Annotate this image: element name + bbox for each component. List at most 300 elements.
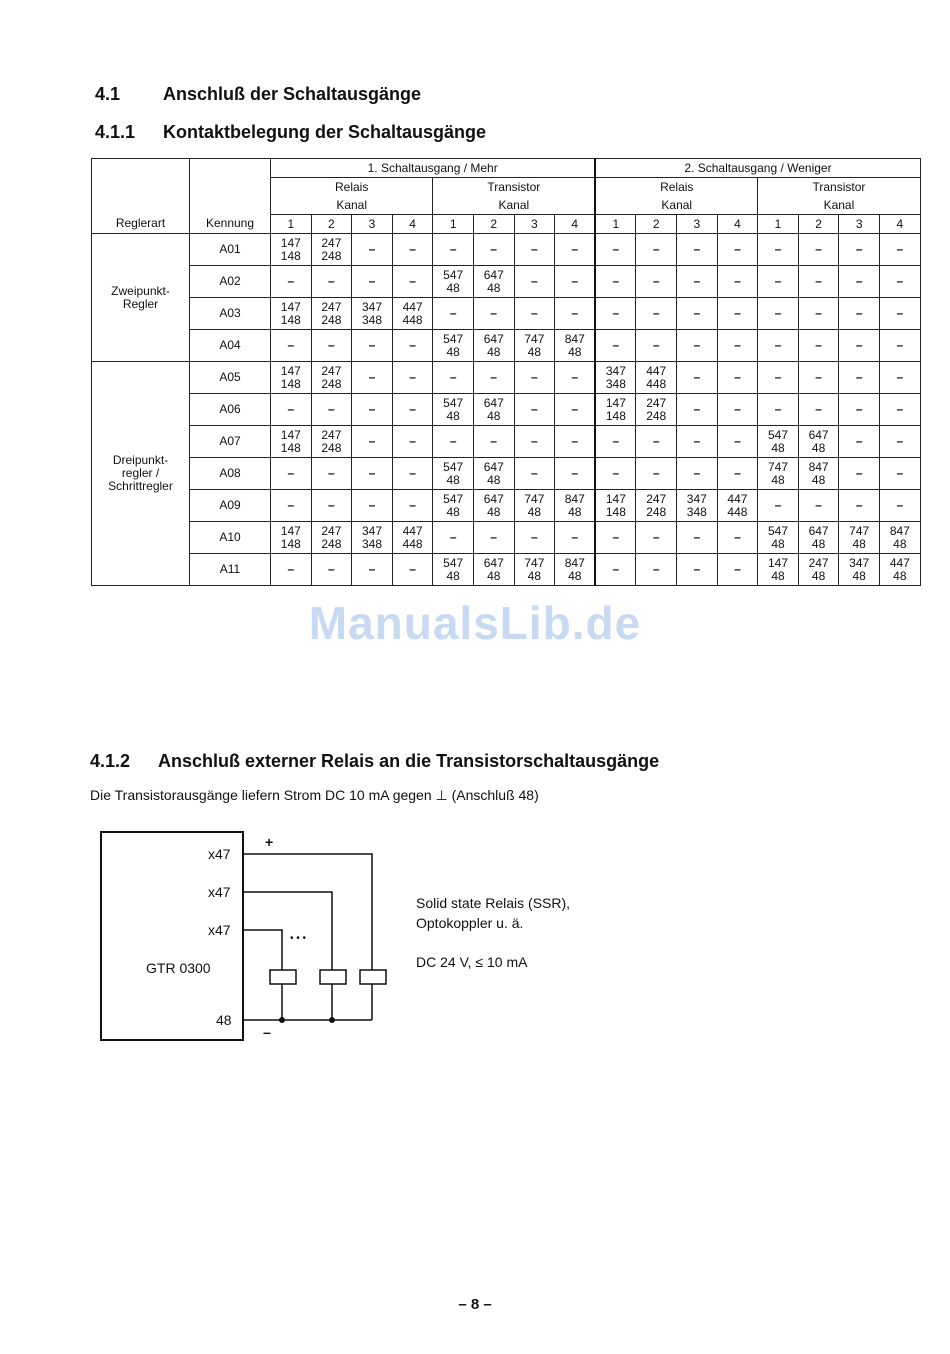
header-reglerart: Reglerart [92, 159, 190, 234]
wire-output-3 [243, 930, 282, 970]
terminal-number: 147 [280, 427, 301, 442]
section-number: 4.1 [95, 84, 121, 104]
terminal-number: 547 [443, 459, 464, 474]
regler-type-line: regler / [121, 466, 160, 480]
terminal-number: 747 [524, 491, 545, 506]
terminal-cell [839, 554, 880, 586]
terminal-cell: – [758, 394, 799, 426]
terminal-number: 547 [443, 491, 464, 506]
terminal-number: 48 [487, 280, 501, 295]
terminal-number: 148 [280, 376, 301, 391]
terminal-number: 48 [487, 504, 501, 519]
terminal-cell: – [392, 394, 433, 426]
note-optocoupler: Optokoppler u. ä. [416, 915, 524, 931]
device-label: GTR 0300 [146, 960, 211, 976]
terminal-number: 847 [564, 555, 585, 570]
terminal-cell: – [392, 362, 433, 394]
terminal-cell: – [311, 458, 352, 490]
terminal-number: 48 [568, 344, 582, 359]
terminal-number: 48 [446, 568, 460, 583]
terminal-number: 448 [402, 312, 423, 327]
terminal-cell [555, 554, 596, 586]
terminal-cell: – [595, 554, 636, 586]
terminal-cell: – [717, 298, 758, 330]
terminal-cell [473, 266, 514, 298]
regler-type-line: Schrittregler [108, 479, 173, 493]
terminal-cell [758, 554, 799, 586]
terminal-cell: – [352, 426, 393, 458]
terminal-cell: – [677, 458, 718, 490]
kennung-code: A01 [190, 234, 271, 266]
channel-number: 2 [473, 215, 514, 234]
terminal-cell: – [636, 330, 677, 362]
terminal-number: 247 [321, 235, 342, 250]
terminal-number: 48 [446, 504, 460, 519]
terminal-number: 148 [280, 312, 301, 327]
terminal-cell: – [473, 426, 514, 458]
terminal-cell: – [798, 394, 839, 426]
terminal-number: 347 [605, 363, 626, 378]
terminal-cell [514, 490, 555, 522]
terminal-number: 447 [402, 299, 423, 314]
table-row [92, 362, 921, 394]
table-row [92, 490, 921, 522]
terminal-number: 48 [811, 440, 826, 455]
terminal-cell: – [433, 298, 474, 330]
channel-number: 3 [352, 215, 393, 234]
terminal-cell: – [271, 458, 312, 490]
terminal-cell: – [352, 458, 393, 490]
terminal-cell: – [879, 266, 920, 298]
terminal-number: 247 [321, 299, 342, 314]
terminal-number: 48 [811, 472, 826, 487]
terminal-cell: – [758, 234, 799, 266]
channel-number: 4 [392, 215, 433, 234]
channel-number: 4 [717, 215, 758, 234]
terminal-cell: – [839, 266, 880, 298]
kennung-code: A02 [190, 266, 271, 298]
terminal-number: 48 [893, 568, 907, 583]
terminal-cell: – [839, 458, 880, 490]
terminal-cell: – [271, 266, 312, 298]
terminal-number: 347 [361, 299, 382, 314]
note-voltage: DC 24 V, ≤ 10 mA [416, 954, 528, 970]
relais-label-2: Relais [595, 178, 757, 197]
transistor-label-2: Transistor [758, 178, 920, 197]
plus-sign: + [265, 834, 274, 850]
terminal-cell: – [677, 298, 718, 330]
terminal-cell: – [555, 394, 596, 426]
terminal-cell: – [595, 426, 636, 458]
section-number: 4.1.1 [95, 122, 136, 142]
kennung-code: A09 [190, 490, 271, 522]
terminal-cell: – [839, 298, 880, 330]
terminal-number: 747 [524, 331, 545, 346]
terminal-cell: – [839, 394, 880, 426]
terminal-cell: – [473, 362, 514, 394]
terminal-number: 647 [483, 491, 504, 506]
terminal-cell: – [758, 490, 799, 522]
terminal-cell: – [636, 458, 677, 490]
terminal-number: 48 [771, 568, 785, 583]
section-title: Anschluß externer Relais an die Transistorschaltausgänge [158, 751, 660, 771]
section-number: 4.1.2 [90, 751, 131, 771]
terminal-number: 647 [483, 331, 504, 346]
relais-label-1: Relais [271, 178, 433, 197]
terminal-cell: – [798, 362, 839, 394]
terminal-number: 347 [361, 523, 382, 538]
terminal-cell: – [798, 298, 839, 330]
note-ssr: Solid state Relais (SSR), [416, 895, 571, 911]
terminal-number: 48 [893, 536, 907, 551]
terminal-cell [433, 554, 474, 586]
relay-coil-1 [270, 970, 296, 984]
terminal-number: 647 [808, 523, 829, 538]
terminal-cell: – [352, 330, 393, 362]
terminal-number: 447 [646, 363, 667, 378]
terminal-cell: – [677, 394, 718, 426]
terminal-number: 348 [605, 376, 626, 391]
terminal-cell: – [514, 522, 555, 554]
terminal-cell: – [758, 298, 799, 330]
terminal-number: 247 [646, 491, 667, 506]
wire-plus [243, 854, 372, 970]
terminal-cell: – [636, 266, 677, 298]
terminal-number: 147 [605, 491, 626, 506]
kennung-code: A11 [190, 554, 271, 586]
terminal-number: 247 [808, 555, 829, 570]
terminal-cell [879, 522, 920, 554]
terminal-number: 48 [446, 472, 460, 487]
terminal-cell: – [879, 426, 920, 458]
terminal-number: 148 [280, 248, 301, 263]
terminal-number: 248 [321, 312, 342, 327]
terminal-number: 48 [446, 280, 460, 295]
terminal-number: 48 [487, 472, 501, 487]
terminal-cell: – [433, 522, 474, 554]
terminal-cell: – [879, 298, 920, 330]
terminal-cell: – [677, 362, 718, 394]
header-kennung: Kennung [190, 159, 271, 234]
terminal-cell: – [677, 522, 718, 554]
terminal-cell [798, 554, 839, 586]
terminal-cell [311, 522, 352, 554]
terminal-cell [595, 394, 636, 426]
kennung-code: A08 [190, 458, 271, 490]
terminal-number: 547 [767, 427, 789, 442]
terminal-number: 48 [771, 440, 785, 455]
terminal-number: 248 [321, 376, 342, 391]
terminal-cell: – [879, 490, 920, 522]
terminal-cell [879, 554, 920, 586]
terminal-number: 48 [527, 504, 542, 519]
terminal-number: 247 [321, 427, 342, 442]
terminal-cell [555, 330, 596, 362]
table-row [92, 522, 921, 554]
terminal-number: 147 [280, 299, 301, 314]
terminal-cell: – [636, 522, 677, 554]
terminal-cell: – [271, 330, 312, 362]
terminal-cell: – [839, 234, 880, 266]
terminal-number: 48 [852, 536, 866, 551]
terminal-cell: – [758, 330, 799, 362]
channel-number: 1 [271, 215, 312, 234]
terminal-cell [595, 490, 636, 522]
terminal-number: 547 [443, 395, 464, 410]
regler-type-line: Dreipunkt- [112, 453, 169, 467]
terminal-cell [392, 522, 433, 554]
table-row [92, 330, 921, 362]
terminal-cell [636, 394, 677, 426]
terminal-cell [271, 522, 312, 554]
terminal-number: 647 [483, 555, 504, 570]
terminal-cell: – [758, 266, 799, 298]
terminal-cell [595, 362, 636, 394]
terminal-cell: – [879, 362, 920, 394]
kanal-label-4: Kanal [758, 196, 920, 215]
terminal-cell: – [717, 458, 758, 490]
terminal-cell [798, 458, 839, 490]
terminal-number: 448 [727, 504, 748, 519]
terminal-number: 847 [808, 459, 829, 474]
terminal-number: 48 [446, 408, 460, 423]
terminal-cell: – [433, 234, 474, 266]
pin-label-3: x47 [208, 922, 231, 938]
pin-label-1: x47 [208, 846, 231, 862]
pin-label-2: x47 [208, 884, 231, 900]
kennung-code: A07 [190, 426, 271, 458]
terminal-number: 347 [849, 555, 870, 570]
terminal-number: 348 [686, 504, 707, 519]
terminal-number: 48 [771, 536, 785, 551]
terminal-cell [636, 362, 677, 394]
terminal-number: 747 [524, 555, 545, 570]
terminal-number: 248 [646, 504, 667, 519]
terminal-cell [311, 234, 352, 266]
terminal-cell [798, 426, 839, 458]
terminal-cell: – [514, 298, 555, 330]
terminal-number: 847 [564, 331, 585, 346]
terminal-cell: – [636, 298, 677, 330]
terminal-cell: – [352, 266, 393, 298]
terminal-number: 48 [771, 472, 785, 487]
terminal-cell: – [473, 234, 514, 266]
channel-number: 3 [514, 215, 555, 234]
terminal-number: 48 [568, 568, 582, 583]
terminal-number: 248 [321, 536, 342, 551]
terminal-cell: – [879, 458, 920, 490]
kennung-code: A10 [190, 522, 271, 554]
terminal-cell: – [798, 234, 839, 266]
kanal-label-2: Kanal [433, 196, 595, 215]
terminal-cell [271, 234, 312, 266]
terminal-cell [473, 330, 514, 362]
terminal-cell [555, 490, 596, 522]
terminal-cell: – [555, 298, 596, 330]
terminal-cell: – [271, 490, 312, 522]
terminal-cell: – [352, 394, 393, 426]
table-row [92, 554, 921, 586]
terminal-cell: – [392, 234, 433, 266]
terminal-cell: – [514, 394, 555, 426]
terminal-cell: – [798, 490, 839, 522]
terminal-number: 448 [646, 376, 667, 391]
terminal-number: 48 [487, 344, 501, 359]
terminal-cell: – [271, 554, 312, 586]
terminal-number: 48 [811, 536, 826, 551]
terminal-cell [717, 490, 758, 522]
kennung-code: A05 [190, 362, 271, 394]
terminal-cell [433, 330, 474, 362]
terminal-cell: – [879, 330, 920, 362]
regler-type-line: Zweipunkt- [111, 283, 170, 298]
terminal-cell: – [677, 266, 718, 298]
terminal-number: 148 [605, 504, 626, 519]
group-header-more: 1. Schaltausgang / Mehr [271, 159, 596, 178]
terminal-cell: – [271, 394, 312, 426]
terminal-number: 147 [280, 363, 301, 378]
terminal-number: 348 [361, 312, 382, 327]
terminal-cell [271, 298, 312, 330]
table-row [92, 298, 921, 330]
terminal-cell: – [717, 234, 758, 266]
terminal-number: 48 [527, 344, 542, 359]
terminal-cell: – [311, 490, 352, 522]
terminal-cell: – [595, 298, 636, 330]
terminal-number: 148 [280, 536, 301, 551]
terminal-cell [352, 522, 393, 554]
terminal-cell [352, 298, 393, 330]
terminal-cell: – [717, 362, 758, 394]
pin-label-ground: 48 [216, 1012, 232, 1028]
terminal-number: 247 [321, 523, 342, 538]
terminal-number: 148 [605, 408, 626, 423]
terminal-cell [433, 458, 474, 490]
terminal-number: 447 [889, 555, 910, 570]
terminal-cell: – [595, 522, 636, 554]
terminal-cell [311, 362, 352, 394]
terminal-number: 547 [443, 267, 464, 282]
terminal-cell: – [514, 234, 555, 266]
kanal-label-1: Kanal [271, 196, 433, 215]
terminal-number: 147 [605, 395, 626, 410]
section-4-1-heading [95, 84, 421, 105]
terminal-cell: – [514, 458, 555, 490]
terminal-cell: – [717, 330, 758, 362]
table-row [92, 458, 921, 490]
terminal-cell [433, 394, 474, 426]
terminal-cell: – [392, 330, 433, 362]
minus-sign: – [263, 1024, 271, 1040]
terminal-number: 248 [646, 408, 667, 423]
terminal-number: 347 [686, 491, 707, 506]
section-title: Kontaktbelegung der Schaltausgänge [163, 122, 487, 142]
channel-number: 1 [758, 215, 799, 234]
regler-type-line: Regler [122, 296, 159, 311]
terminal-number: 847 [889, 523, 910, 538]
terminal-cell [514, 330, 555, 362]
terminal-cell: – [636, 554, 677, 586]
terminal-cell: – [311, 330, 352, 362]
terminal-cell: – [311, 554, 352, 586]
terminal-cell: – [717, 426, 758, 458]
terminal-cell: – [879, 234, 920, 266]
terminal-cell: – [839, 330, 880, 362]
terminal-number: 48 [568, 504, 582, 519]
section-4-1-1-heading [95, 122, 486, 143]
terminal-cell [758, 458, 799, 490]
terminal-number: 647 [808, 427, 829, 442]
channel-number: 3 [839, 215, 880, 234]
terminal-cell [433, 266, 474, 298]
terminal-cell: – [636, 426, 677, 458]
terminal-number: 247 [646, 395, 667, 410]
table-row [92, 266, 921, 298]
terminal-cell: – [717, 266, 758, 298]
terminal-cell [839, 522, 880, 554]
terminal-cell: – [595, 234, 636, 266]
terminal-cell [473, 490, 514, 522]
terminal-cell: – [595, 458, 636, 490]
terminal-number: 547 [767, 523, 789, 538]
terminal-cell [311, 298, 352, 330]
terminal-cell: – [677, 426, 718, 458]
terminal-cell: – [879, 394, 920, 426]
kennung-code: A03 [190, 298, 271, 330]
terminal-number: 448 [402, 536, 423, 551]
terminal-cell: – [392, 554, 433, 586]
terminal-cell: – [798, 330, 839, 362]
table-row [92, 394, 921, 426]
channel-number: 1 [595, 215, 636, 234]
terminal-number: 447 [402, 523, 423, 538]
terminal-cell: – [717, 522, 758, 554]
terminal-number: 248 [321, 440, 342, 455]
contact-assignment-table [91, 158, 921, 586]
group-header-less: 2. Schaltausgang / Weniger [595, 159, 920, 178]
terminal-number: 647 [483, 459, 504, 474]
channel-number: 2 [798, 215, 839, 234]
terminal-cell: – [758, 362, 799, 394]
wire-output-2 [243, 892, 332, 970]
terminal-cell: – [473, 522, 514, 554]
terminal-number: 247 [321, 363, 342, 378]
terminal-number: 48 [446, 344, 460, 359]
terminal-number: 147 [280, 523, 301, 538]
ellipsis-dots: • • • [290, 933, 307, 944]
terminal-cell: – [636, 234, 677, 266]
relay-coil-2 [320, 970, 346, 984]
terminal-cell [636, 490, 677, 522]
table-row [92, 426, 921, 458]
terminal-cell: – [433, 426, 474, 458]
terminal-cell: – [839, 426, 880, 458]
terminal-cell: – [392, 490, 433, 522]
relay-coil-3 [360, 970, 386, 984]
terminal-number: 847 [564, 491, 585, 506]
terminal-cell [392, 298, 433, 330]
terminal-cell [271, 362, 312, 394]
terminal-cell [798, 522, 839, 554]
channel-number: 2 [311, 215, 352, 234]
channel-number: 2 [636, 215, 677, 234]
terminal-cell: – [514, 426, 555, 458]
channel-number: 4 [555, 215, 596, 234]
table-row [92, 234, 921, 266]
kanal-label-3: Kanal [595, 196, 757, 215]
terminal-cell [514, 554, 555, 586]
terminal-cell [677, 490, 718, 522]
